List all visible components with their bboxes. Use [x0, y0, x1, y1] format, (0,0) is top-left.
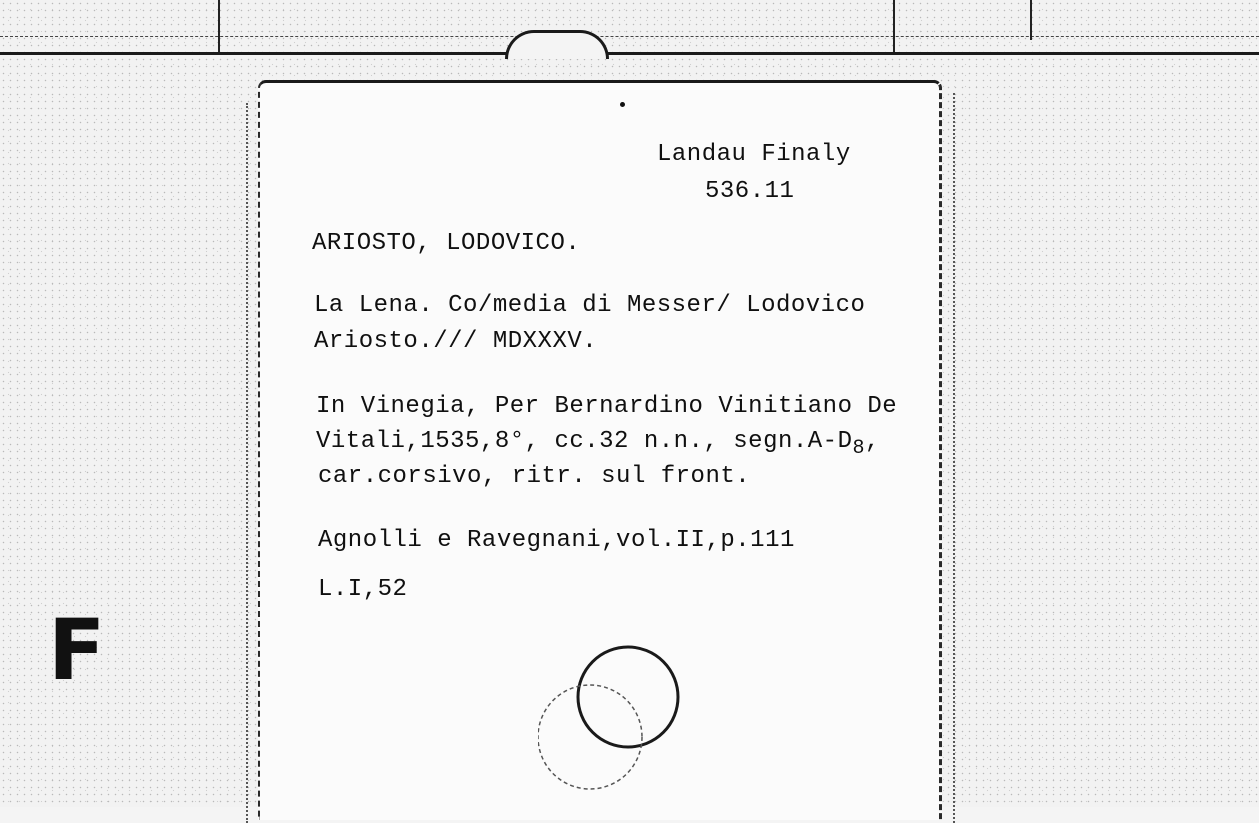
- library-stamp-circles: [538, 645, 688, 795]
- imprint-line-3: car.corsivo, ritr. sul front.: [318, 463, 751, 490]
- drawer-separator-right: [893, 0, 895, 52]
- shelfmark: 536.11: [705, 178, 795, 205]
- imprint-line-2-text: Vitali,1535,8°, cc.32 n.n., segn.A-D: [316, 428, 853, 455]
- collection-name: Landau Finaly: [657, 141, 851, 168]
- card-edge-left: [246, 103, 258, 823]
- drawer-separator-far-right: [1030, 0, 1032, 40]
- card-tab: [505, 30, 609, 59]
- imprint-line-2-end: ,: [865, 428, 880, 455]
- margin-letter: F: [48, 601, 106, 699]
- speck: [620, 102, 625, 107]
- title-line-1: La Lena. Co/media di Messer/ Lodovico: [314, 292, 866, 319]
- drawer-divider: [0, 52, 1259, 55]
- imprint-line-1: In Vinegia, Per Bernardino Vinitiano De: [316, 393, 898, 420]
- author-heading: ARIOSTO, LODOVICO.: [312, 230, 581, 257]
- signature-subscript: 8: [852, 437, 865, 460]
- location-mark: L.I,52: [318, 576, 408, 603]
- imprint-line-2: [316, 430, 880, 459]
- drawer-separator-left: [218, 0, 220, 52]
- bibliographic-reference: Agnolli e Ravegnani,vol.II,p.111: [318, 527, 795, 554]
- drawer-divider-thin: [0, 36, 1259, 38]
- title-line-2: Ariosto./// MDXXXV.: [314, 328, 598, 355]
- card-edge-right: [943, 93, 955, 823]
